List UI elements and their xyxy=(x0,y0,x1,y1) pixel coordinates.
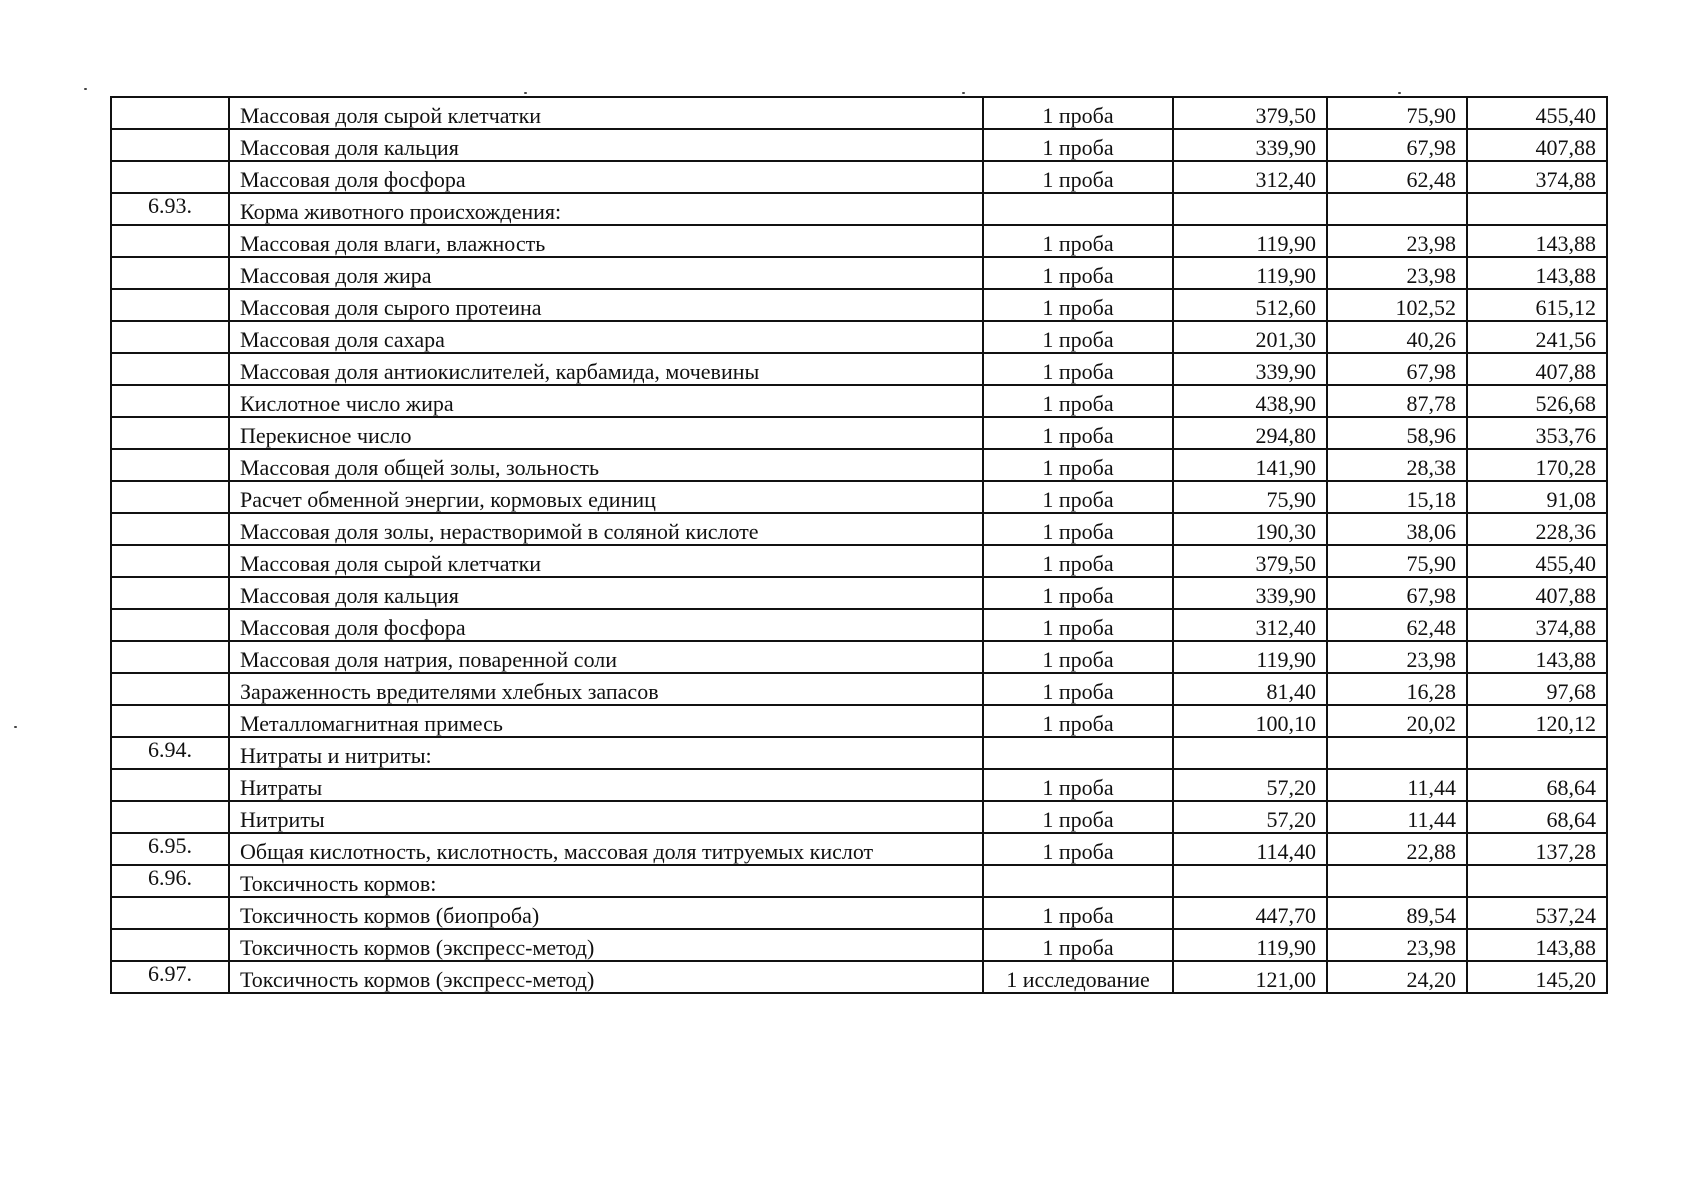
price-incl-vat xyxy=(1467,737,1607,769)
unit-of-measure: 1 проба xyxy=(983,769,1173,801)
vat-amount: 16,28 xyxy=(1327,673,1467,705)
item-name: Нитраты xyxy=(229,769,983,801)
table-row xyxy=(111,129,1607,161)
vat-amount: 87,78 xyxy=(1327,385,1467,417)
item-number xyxy=(111,353,229,385)
item-number xyxy=(111,705,229,737)
price-incl-vat: 68,64 xyxy=(1467,769,1607,801)
vat-amount: 67,98 xyxy=(1327,577,1467,609)
unit-of-measure: 1 проба xyxy=(983,449,1173,481)
table-row xyxy=(111,513,1607,545)
table-row xyxy=(111,353,1607,385)
unit-of-measure: 1 проба xyxy=(983,385,1173,417)
vat-amount: 58,96 xyxy=(1327,417,1467,449)
scan-speck xyxy=(524,92,527,94)
table-row xyxy=(111,609,1607,641)
price-excl-vat: 114,40 xyxy=(1173,833,1327,865)
price-excl-vat: 100,10 xyxy=(1173,705,1327,737)
item-number: 6.96. xyxy=(111,865,229,897)
vat-amount: 102,52 xyxy=(1327,289,1467,321)
item-number xyxy=(111,289,229,321)
unit-of-measure: 1 проба xyxy=(983,225,1173,257)
price-excl-vat: 75,90 xyxy=(1173,481,1327,513)
unit-of-measure: 1 проба xyxy=(983,577,1173,609)
price-excl-vat: 119,90 xyxy=(1173,641,1327,673)
item-name: Массовая доля сахара xyxy=(229,321,983,353)
vat-amount: 62,48 xyxy=(1327,161,1467,193)
price-excl-vat: 119,90 xyxy=(1173,225,1327,257)
price-incl-vat: 615,12 xyxy=(1467,289,1607,321)
scan-speck xyxy=(962,92,965,94)
vat-amount: 24,20 xyxy=(1327,961,1467,993)
item-name: Массовая доля сырого протеина xyxy=(229,289,983,321)
scan-speck xyxy=(1398,92,1401,94)
unit-of-measure xyxy=(983,737,1173,769)
vat-amount: 38,06 xyxy=(1327,513,1467,545)
price-incl-vat: 170,28 xyxy=(1467,449,1607,481)
price-incl-vat: 91,08 xyxy=(1467,481,1607,513)
unit-of-measure: 1 проба xyxy=(983,673,1173,705)
price-incl-vat: 374,88 xyxy=(1467,161,1607,193)
item-name: Токсичность кормов (экспресс-метод) xyxy=(229,961,983,993)
table-row xyxy=(111,801,1607,833)
price-incl-vat: 143,88 xyxy=(1467,257,1607,289)
price-excl-vat: 119,90 xyxy=(1173,929,1327,961)
item-name: Кислотное число жира xyxy=(229,385,983,417)
price-excl-vat: 141,90 xyxy=(1173,449,1327,481)
price-incl-vat: 143,88 xyxy=(1467,641,1607,673)
price-incl-vat: 228,36 xyxy=(1467,513,1607,545)
vat-amount: 75,90 xyxy=(1327,97,1467,129)
item-number xyxy=(111,929,229,961)
item-name: Токсичность кормов: xyxy=(229,865,983,897)
price-excl-vat: 312,40 xyxy=(1173,161,1327,193)
price-incl-vat: 145,20 xyxy=(1467,961,1607,993)
item-name: Массовая доля сырой клетчатки xyxy=(229,545,983,577)
item-number xyxy=(111,129,229,161)
table-row xyxy=(111,833,1607,865)
item-number xyxy=(111,673,229,705)
item-name: Токсичность кормов (экспресс-метод) xyxy=(229,929,983,961)
price-excl-vat: 57,20 xyxy=(1173,769,1327,801)
unit-of-measure: 1 проба xyxy=(983,801,1173,833)
price-incl-vat xyxy=(1467,193,1607,225)
item-name: Зараженность вредителями хлебных запасов xyxy=(229,673,983,705)
item-name: Массовая доля антиокислителей, карбамида, мочевины xyxy=(229,353,983,385)
unit-of-measure: 1 проба xyxy=(983,545,1173,577)
table-row xyxy=(111,321,1607,353)
vat-amount: 28,38 xyxy=(1327,449,1467,481)
table-row xyxy=(111,417,1607,449)
price-excl-vat: 81,40 xyxy=(1173,673,1327,705)
item-name: Массовая доля кальция xyxy=(229,129,983,161)
price-excl-vat: 438,90 xyxy=(1173,385,1327,417)
unit-of-measure: 1 проба xyxy=(983,289,1173,321)
item-number: 6.94. xyxy=(111,737,229,769)
table-row xyxy=(111,577,1607,609)
item-number xyxy=(111,97,229,129)
price-incl-vat: 353,76 xyxy=(1467,417,1607,449)
table-row xyxy=(111,705,1607,737)
unit-of-measure: 1 проба xyxy=(983,353,1173,385)
unit-of-measure: 1 проба xyxy=(983,161,1173,193)
price-excl-vat: 512,60 xyxy=(1173,289,1327,321)
item-number xyxy=(111,257,229,289)
unit-of-measure: 1 исследование xyxy=(983,961,1173,993)
vat-amount xyxy=(1327,193,1467,225)
price-list-table xyxy=(110,96,1608,994)
item-number xyxy=(111,385,229,417)
unit-of-measure: 1 проба xyxy=(983,641,1173,673)
item-number xyxy=(111,609,229,641)
table-row xyxy=(111,737,1607,769)
price-excl-vat: 339,90 xyxy=(1173,353,1327,385)
item-number xyxy=(111,321,229,353)
item-name: Общая кислотность, кислотность, массовая доля титруемых кислот xyxy=(229,833,983,865)
price-excl-vat: 312,40 xyxy=(1173,609,1327,641)
price-excl-vat: 379,50 xyxy=(1173,545,1327,577)
price-incl-vat: 68,64 xyxy=(1467,801,1607,833)
item-name: Массовая доля влаги, влажность xyxy=(229,225,983,257)
vat-amount: 11,44 xyxy=(1327,769,1467,801)
vat-amount: 20,02 xyxy=(1327,705,1467,737)
unit-of-measure: 1 проба xyxy=(983,513,1173,545)
item-name: Массовая доля сырой клетчатки xyxy=(229,97,983,129)
table-row xyxy=(111,97,1607,129)
price-excl-vat: 201,30 xyxy=(1173,321,1327,353)
vat-amount: 23,98 xyxy=(1327,929,1467,961)
vat-amount: 22,88 xyxy=(1327,833,1467,865)
price-excl-vat: 57,20 xyxy=(1173,801,1327,833)
vat-amount: 23,98 xyxy=(1327,257,1467,289)
unit-of-measure: 1 проба xyxy=(983,417,1173,449)
item-number xyxy=(111,769,229,801)
item-number: 6.95. xyxy=(111,833,229,865)
vat-amount: 15,18 xyxy=(1327,481,1467,513)
table-row xyxy=(111,865,1607,897)
item-number xyxy=(111,225,229,257)
price-excl-vat xyxy=(1173,193,1327,225)
unit-of-measure: 1 проба xyxy=(983,929,1173,961)
item-name: Расчет обменной энергии, кормовых единиц xyxy=(229,481,983,513)
item-name: Перекисное число xyxy=(229,417,983,449)
item-number xyxy=(111,417,229,449)
vat-amount xyxy=(1327,737,1467,769)
unit-of-measure: 1 проба xyxy=(983,321,1173,353)
price-incl-vat: 455,40 xyxy=(1467,545,1607,577)
table-row xyxy=(111,481,1607,513)
unit-of-measure: 1 проба xyxy=(983,609,1173,641)
item-number xyxy=(111,161,229,193)
price-incl-vat: 241,56 xyxy=(1467,321,1607,353)
table-row xyxy=(111,449,1607,481)
unit-of-measure: 1 проба xyxy=(983,705,1173,737)
item-number xyxy=(111,513,229,545)
price-excl-vat: 339,90 xyxy=(1173,577,1327,609)
table-row xyxy=(111,257,1607,289)
unit-of-measure: 1 проба xyxy=(983,897,1173,929)
vat-amount: 23,98 xyxy=(1327,225,1467,257)
table-row xyxy=(111,641,1607,673)
table-row xyxy=(111,289,1607,321)
item-number xyxy=(111,577,229,609)
unit-of-measure: 1 проба xyxy=(983,129,1173,161)
item-number: 6.97. xyxy=(111,961,229,993)
scan-speck xyxy=(84,88,87,90)
table-row xyxy=(111,385,1607,417)
price-incl-vat: 537,24 xyxy=(1467,897,1607,929)
price-incl-vat: 143,88 xyxy=(1467,225,1607,257)
item-name: Корма животного происхождения: xyxy=(229,193,983,225)
item-number xyxy=(111,801,229,833)
price-excl-vat: 339,90 xyxy=(1173,129,1327,161)
price-incl-vat: 137,28 xyxy=(1467,833,1607,865)
table-row xyxy=(111,769,1607,801)
scan-speck xyxy=(14,726,17,728)
price-incl-vat: 143,88 xyxy=(1467,929,1607,961)
table-row xyxy=(111,673,1607,705)
item-name: Токсичность кормов (биопроба) xyxy=(229,897,983,929)
price-incl-vat: 407,88 xyxy=(1467,353,1607,385)
item-name: Массовая доля жира xyxy=(229,257,983,289)
item-name: Металломагнитная примесь xyxy=(229,705,983,737)
price-excl-vat: 190,30 xyxy=(1173,513,1327,545)
item-number xyxy=(111,481,229,513)
unit-of-measure: 1 проба xyxy=(983,481,1173,513)
unit-of-measure: 1 проба xyxy=(983,257,1173,289)
table-body xyxy=(111,97,1607,993)
table-row xyxy=(111,161,1607,193)
vat-amount: 23,98 xyxy=(1327,641,1467,673)
vat-amount: 40,26 xyxy=(1327,321,1467,353)
item-number xyxy=(111,641,229,673)
price-excl-vat: 447,70 xyxy=(1173,897,1327,929)
unit-of-measure: 1 проба xyxy=(983,97,1173,129)
item-name: Массовая доля общей золы, зольность xyxy=(229,449,983,481)
vat-amount: 62,48 xyxy=(1327,609,1467,641)
vat-amount: 11,44 xyxy=(1327,801,1467,833)
item-number xyxy=(111,545,229,577)
unit-of-measure: 1 проба xyxy=(983,833,1173,865)
vat-amount: 89,54 xyxy=(1327,897,1467,929)
item-name: Массовая доля золы, нерастворимой в соляной кислоте xyxy=(229,513,983,545)
table-row xyxy=(111,897,1607,929)
price-excl-vat: 121,00 xyxy=(1173,961,1327,993)
item-name: Массовая доля фосфора xyxy=(229,609,983,641)
table-row xyxy=(111,929,1607,961)
vat-amount xyxy=(1327,865,1467,897)
unit-of-measure xyxy=(983,193,1173,225)
item-number: 6.93. xyxy=(111,193,229,225)
price-incl-vat: 407,88 xyxy=(1467,577,1607,609)
price-excl-vat xyxy=(1173,865,1327,897)
item-number xyxy=(111,449,229,481)
item-name: Нитраты и нитриты: xyxy=(229,737,983,769)
price-excl-vat: 294,80 xyxy=(1173,417,1327,449)
vat-amount: 67,98 xyxy=(1327,129,1467,161)
price-excl-vat: 119,90 xyxy=(1173,257,1327,289)
vat-amount: 75,90 xyxy=(1327,545,1467,577)
price-incl-vat: 120,12 xyxy=(1467,705,1607,737)
vat-amount: 67,98 xyxy=(1327,353,1467,385)
table-row xyxy=(111,225,1607,257)
unit-of-measure xyxy=(983,865,1173,897)
price-incl-vat: 407,88 xyxy=(1467,129,1607,161)
item-name: Нитриты xyxy=(229,801,983,833)
item-name: Массовая доля кальция xyxy=(229,577,983,609)
item-name: Массовая доля натрия, поваренной соли xyxy=(229,641,983,673)
item-number xyxy=(111,897,229,929)
price-excl-vat: 379,50 xyxy=(1173,97,1327,129)
table-row xyxy=(111,961,1607,993)
price-incl-vat: 455,40 xyxy=(1467,97,1607,129)
item-name: Массовая доля фосфора xyxy=(229,161,983,193)
price-incl-vat xyxy=(1467,865,1607,897)
price-incl-vat: 526,68 xyxy=(1467,385,1607,417)
price-incl-vat: 97,68 xyxy=(1467,673,1607,705)
table-row xyxy=(111,193,1607,225)
table-row xyxy=(111,545,1607,577)
price-excl-vat xyxy=(1173,737,1327,769)
price-incl-vat: 374,88 xyxy=(1467,609,1607,641)
